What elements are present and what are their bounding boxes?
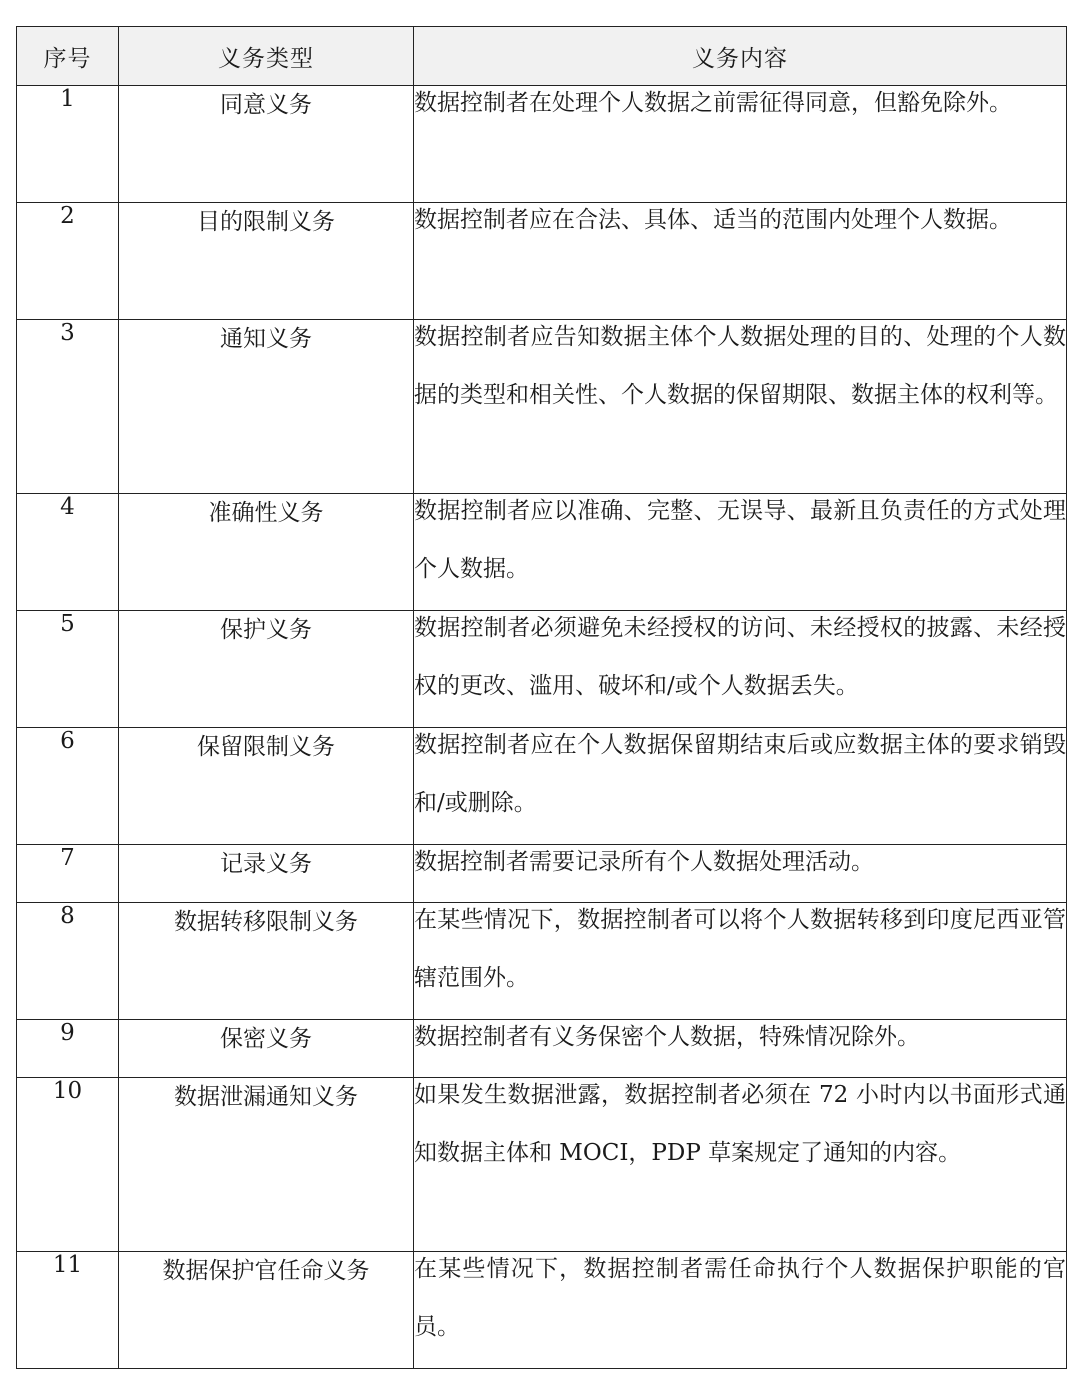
obligation-type: 同意义务 xyxy=(119,86,414,203)
obligation-type: 数据泄漏通知义务 xyxy=(119,1078,414,1252)
obligation-content: 如果发生数据泄露，数据控制者必须在 72 小时内以书面形式通知数据主体和 MOCI，PDP 草案规定了通知的内容。 xyxy=(414,1082,1066,1166)
obligation-content-cell xyxy=(414,320,1067,494)
obligation-content-cell xyxy=(414,611,1067,728)
obligation-content: 在某些情况下，数据控制者需任命执行个人数据保护职能的官员。 xyxy=(414,1256,1066,1340)
obligation-content: 数据控制者应在个人数据保留期结束后或应数据主体的要求销毁和/或删除。 xyxy=(414,732,1066,816)
obligation-type: 保密义务 xyxy=(119,1020,414,1078)
obligation-type: 记录义务 xyxy=(119,845,414,903)
obligation-content: 数据控制者需要记录所有个人数据处理活动。 xyxy=(414,849,874,875)
row-number: 2 xyxy=(17,203,119,320)
obligation-type: 目的限制义务 xyxy=(119,203,414,320)
table-row xyxy=(17,86,1067,203)
table-row xyxy=(17,903,1067,1020)
obligation-content-cell xyxy=(414,1078,1067,1252)
row-number: 10 xyxy=(17,1078,119,1252)
obligation-content: 在某些情况下，数据控制者可以将个人数据转移到印度尼西亚管辖范围外。 xyxy=(414,907,1066,991)
table-row xyxy=(17,1078,1067,1252)
obligation-content-cell xyxy=(414,203,1067,320)
row-number: 9 xyxy=(17,1020,119,1078)
obligation-content: 数据控制者应在合法、具体、适当的范围内处理个人数据。 xyxy=(414,207,1012,233)
row-number: 6 xyxy=(17,728,119,845)
obligation-type: 保留限制义务 xyxy=(119,728,414,845)
obligation-type: 保护义务 xyxy=(119,611,414,728)
table-row xyxy=(17,728,1067,845)
obligation-content-cell xyxy=(414,86,1067,203)
obligation-content: 数据控制者在处理个人数据之前需征得同意，但豁免除外。 xyxy=(414,90,1012,116)
obligation-type: 数据保护官任命义务 xyxy=(119,1252,414,1369)
obligation-type: 数据转移限制义务 xyxy=(119,903,414,1020)
header-obligation-content: 义务内容 xyxy=(414,27,1067,86)
row-number: 5 xyxy=(17,611,119,728)
obligation-content: 数据控制者应以准确、完整、无误导、最新且负责任的方式处理个人数据。 xyxy=(414,498,1066,582)
obligation-type: 通知义务 xyxy=(119,320,414,494)
obligation-content-cell xyxy=(414,728,1067,845)
table-row xyxy=(17,1252,1067,1369)
obligation-content-cell xyxy=(414,903,1067,1020)
row-number: 1 xyxy=(17,86,119,203)
row-number: 7 xyxy=(17,845,119,903)
row-number: 11 xyxy=(17,1252,119,1369)
obligation-content: 数据控制者应告知数据主体个人数据处理的目的、处理的个人数据的类型和相关性、个人数据的保留期限、数据主体的权利等。 xyxy=(414,324,1066,408)
table-row xyxy=(17,494,1067,611)
obligation-type: 准确性义务 xyxy=(119,494,414,611)
obligation-content-cell xyxy=(414,494,1067,611)
obligation-content: 数据控制者必须避免未经授权的访问、未经授权的披露、未经授权的更改、滥用、破坏和/或个人数据丢失。 xyxy=(414,615,1066,699)
row-number: 8 xyxy=(17,903,119,1020)
header-obligation-type: 义务类型 xyxy=(119,27,414,86)
table-row xyxy=(17,320,1067,494)
table-row xyxy=(17,203,1067,320)
table-row xyxy=(17,611,1067,728)
obligation-content: 数据控制者有义务保密个人数据，特殊情况除外。 xyxy=(414,1024,920,1050)
row-number: 4 xyxy=(17,494,119,611)
obligation-content-cell xyxy=(414,1252,1067,1369)
row-number: 3 xyxy=(17,320,119,494)
header-number: 序号 xyxy=(17,27,119,86)
table-body xyxy=(17,86,1067,1369)
obligations-table xyxy=(16,26,1067,1369)
